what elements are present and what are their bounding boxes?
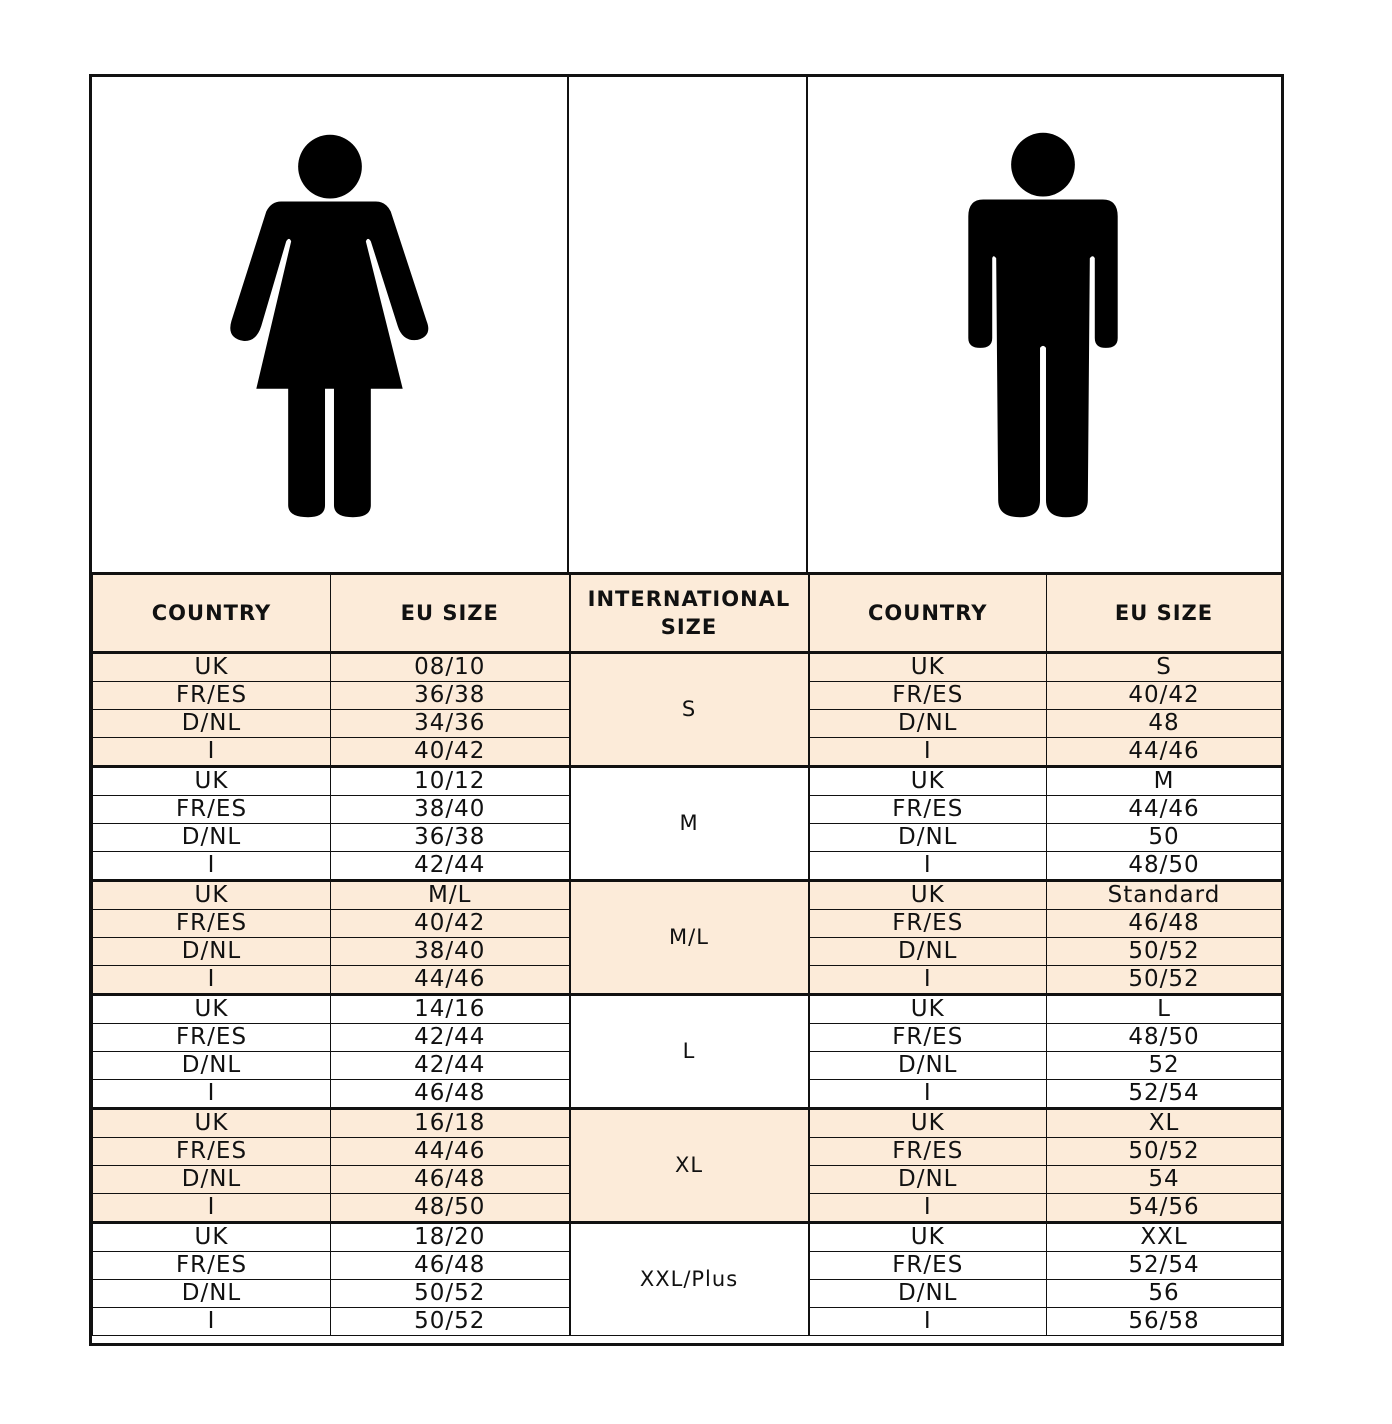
eu-size-men-cell: 52/54	[1047, 1252, 1282, 1280]
eu-size-women-cell: 40/42	[331, 738, 570, 767]
country-women-cell: D/NL	[93, 1052, 331, 1080]
country-men-cell: UK	[809, 767, 1047, 796]
country-women-cell: D/NL	[93, 710, 331, 738]
country-men-cell: UK	[809, 881, 1047, 910]
eu-size-men-cell: XL	[1047, 1109, 1282, 1138]
eu-size-women-cell: 16/18	[331, 1109, 570, 1138]
eu-size-men-cell: 48	[1047, 710, 1282, 738]
eu-size-men-cell: 52	[1047, 1052, 1282, 1080]
international-size-cell: M	[570, 767, 809, 881]
country-women-cell: FR/ES	[93, 796, 331, 824]
table-row	[93, 1109, 1282, 1138]
country-men-cell: D/NL	[809, 938, 1047, 966]
eu-size-women-cell: 08/10	[331, 653, 570, 682]
country-women-cell: UK	[93, 1109, 331, 1138]
country-women-cell: I	[93, 1308, 331, 1336]
country-men-cell: D/NL	[809, 824, 1047, 852]
header-country-men: COUNTRY	[809, 575, 1047, 653]
eu-size-men-cell: 54	[1047, 1166, 1282, 1194]
eu-size-men-cell: XXL	[1047, 1223, 1282, 1252]
eu-size-men-cell: 48/50	[1047, 852, 1282, 881]
eu-size-women-cell: 10/12	[331, 767, 570, 796]
eu-size-women-cell: 18/20	[331, 1223, 570, 1252]
country-men-cell: D/NL	[809, 1280, 1047, 1308]
table-row	[93, 995, 1282, 1024]
eu-size-men-cell: 50/52	[1047, 966, 1282, 995]
country-women-cell: D/NL	[93, 1280, 331, 1308]
eu-size-women-cell: 42/44	[331, 1052, 570, 1080]
country-women-cell: UK	[93, 995, 331, 1024]
country-men-cell: FR/ES	[809, 1252, 1047, 1280]
men-figure-cell	[808, 77, 1281, 572]
international-size-cell: XXL/Plus	[570, 1223, 809, 1336]
eu-size-women-cell: 44/46	[331, 1138, 570, 1166]
eu-size-men-cell: 50/52	[1047, 1138, 1282, 1166]
country-women-cell: UK	[93, 1223, 331, 1252]
international-size-cell: XL	[570, 1109, 809, 1223]
country-men-cell: UK	[809, 653, 1047, 682]
eu-size-men-cell: 48/50	[1047, 1024, 1282, 1052]
eu-size-men-cell: 44/46	[1047, 796, 1282, 824]
country-women-cell: FR/ES	[93, 682, 331, 710]
eu-size-women-cell: 38/40	[331, 938, 570, 966]
man-figure-icon	[808, 77, 1281, 572]
table-row	[93, 653, 1282, 682]
woman-figure-icon	[92, 77, 567, 572]
middle-empty-cell	[569, 77, 808, 572]
eu-size-men-cell: 56/58	[1047, 1308, 1282, 1336]
country-women-cell: I	[93, 1080, 331, 1109]
size-table-body	[93, 575, 1282, 1336]
header-eu-size-men: EU SIZE	[1047, 575, 1282, 653]
header-international-size	[570, 575, 809, 653]
eu-size-women-cell: 44/46	[331, 966, 570, 995]
eu-size-women-cell: 46/48	[331, 1080, 570, 1109]
eu-size-women-cell: 14/16	[331, 995, 570, 1024]
eu-size-women-cell: 46/48	[331, 1166, 570, 1194]
figure-row	[92, 77, 1281, 574]
eu-size-women-cell: 40/42	[331, 910, 570, 938]
country-men-cell: FR/ES	[809, 1024, 1047, 1052]
eu-size-women-cell: 50/52	[331, 1280, 570, 1308]
country-men-cell: I	[809, 966, 1047, 995]
country-men-cell: FR/ES	[809, 1138, 1047, 1166]
country-men-cell: I	[809, 1080, 1047, 1109]
country-women-cell: UK	[93, 767, 331, 796]
table-row	[93, 1223, 1282, 1252]
country-women-cell: FR/ES	[93, 910, 331, 938]
country-women-cell: UK	[93, 881, 331, 910]
table-header-row	[93, 575, 1282, 653]
eu-size-women-cell: 36/38	[331, 824, 570, 852]
size-chart	[89, 74, 1284, 1346]
international-size-cell: M/L	[570, 881, 809, 995]
country-men-cell: I	[809, 852, 1047, 881]
country-men-cell: D/NL	[809, 1166, 1047, 1194]
country-men-cell: I	[809, 1194, 1047, 1223]
eu-size-women-cell: 46/48	[331, 1252, 570, 1280]
country-men-cell: FR/ES	[809, 796, 1047, 824]
country-men-cell: D/NL	[809, 1052, 1047, 1080]
country-men-cell: FR/ES	[809, 910, 1047, 938]
country-women-cell: FR/ES	[93, 1138, 331, 1166]
eu-size-men-cell: M	[1047, 767, 1282, 796]
eu-size-men-cell: 40/42	[1047, 682, 1282, 710]
eu-size-men-cell: 52/54	[1047, 1080, 1282, 1109]
eu-size-men-cell: 50	[1047, 824, 1282, 852]
country-women-cell: D/NL	[93, 1166, 331, 1194]
country-women-cell: I	[93, 738, 331, 767]
country-women-cell: FR/ES	[93, 1024, 331, 1052]
eu-size-women-cell: 38/40	[331, 796, 570, 824]
eu-size-men-cell: 56	[1047, 1280, 1282, 1308]
eu-size-men-cell: 54/56	[1047, 1194, 1282, 1223]
country-men-cell: I	[809, 738, 1047, 767]
country-men-cell: FR/ES	[809, 682, 1047, 710]
country-women-cell: I	[93, 1194, 331, 1223]
country-men-cell: D/NL	[809, 710, 1047, 738]
country-women-cell: D/NL	[93, 938, 331, 966]
header-country-women: COUNTRY	[93, 575, 331, 653]
international-size-cell: L	[570, 995, 809, 1109]
eu-size-women-cell: 34/36	[331, 710, 570, 738]
country-women-cell: UK	[93, 653, 331, 682]
eu-size-men-cell: 46/48	[1047, 910, 1282, 938]
eu-size-men-cell: 50/52	[1047, 938, 1282, 966]
table-row	[93, 767, 1282, 796]
header-international-line2: SIZE	[660, 615, 718, 639]
eu-size-women-cell: 42/44	[331, 1024, 570, 1052]
eu-size-women-cell: 36/38	[331, 682, 570, 710]
international-size-cell: S	[570, 653, 809, 767]
table-row	[93, 881, 1282, 910]
eu-size-men-cell: L	[1047, 995, 1282, 1024]
country-men-cell: UK	[809, 995, 1047, 1024]
eu-size-women-cell: 50/52	[331, 1308, 570, 1336]
women-figure-cell	[92, 77, 569, 572]
country-men-cell: UK	[809, 1223, 1047, 1252]
country-men-cell: UK	[809, 1109, 1047, 1138]
country-men-cell: I	[809, 1308, 1047, 1336]
eu-size-women-cell: M/L	[331, 881, 570, 910]
eu-size-women-cell: 48/50	[331, 1194, 570, 1223]
country-women-cell: I	[93, 852, 331, 881]
country-women-cell: D/NL	[93, 824, 331, 852]
country-women-cell: I	[93, 966, 331, 995]
eu-size-men-cell: 44/46	[1047, 738, 1282, 767]
size-table	[92, 574, 1282, 1336]
header-eu-size-women: EU SIZE	[331, 575, 570, 653]
header-international-line1: INTERNATIONAL	[587, 587, 791, 611]
eu-size-men-cell: S	[1047, 653, 1282, 682]
eu-size-men-cell: Standard	[1047, 881, 1282, 910]
country-women-cell: FR/ES	[93, 1252, 331, 1280]
eu-size-women-cell: 42/44	[331, 852, 570, 881]
